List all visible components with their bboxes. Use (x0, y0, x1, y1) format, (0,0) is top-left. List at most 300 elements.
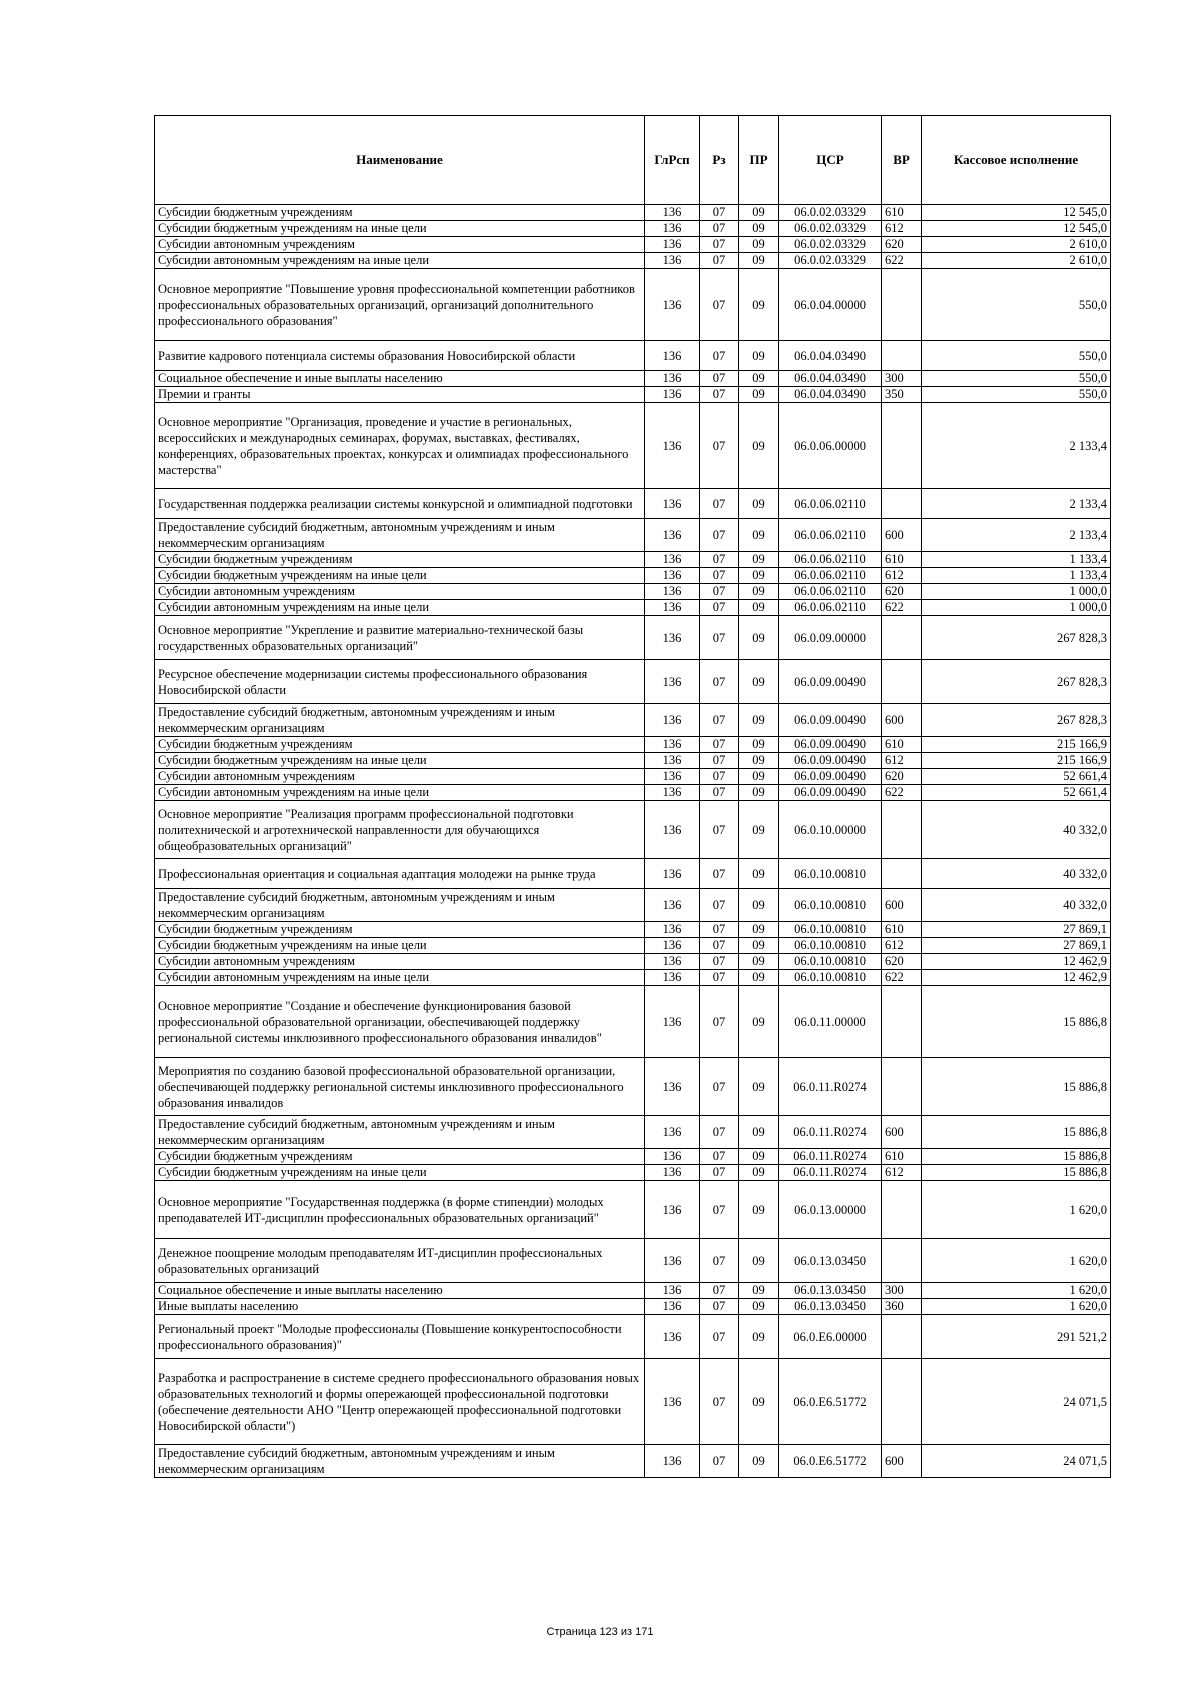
cell-sum: 27 869,1 (922, 938, 1111, 954)
cell-pr: 09 (739, 1239, 779, 1283)
cell-glrsp: 136 (645, 237, 700, 253)
cell-sum: 2 610,0 (922, 237, 1111, 253)
cell-vr (882, 403, 922, 489)
cell-pr: 09 (739, 489, 779, 519)
table-row (155, 737, 1111, 753)
cell-vr: 610 (882, 552, 922, 568)
cell-pr: 09 (739, 1116, 779, 1149)
cell-rz: 07 (700, 889, 739, 922)
cell-csr: 06.0.06.00000 (779, 403, 882, 489)
cell-glrsp: 136 (645, 753, 700, 769)
cell-vr: 612 (882, 1165, 922, 1181)
cell-name: Субсидии бюджетным учреждениям на иные цели (155, 938, 645, 954)
cell-vr (882, 1359, 922, 1445)
cell-sum: 2 133,4 (922, 489, 1111, 519)
cell-vr: 600 (882, 1445, 922, 1478)
cell-rz: 07 (700, 769, 739, 785)
cell-rz: 07 (700, 221, 739, 237)
cell-sum: 2 133,4 (922, 519, 1111, 552)
page-number: Страница 123 из 171 (546, 1626, 654, 1638)
cell-csr: 06.0.09.00490 (779, 769, 882, 785)
cell-sum: 52 661,4 (922, 785, 1111, 801)
table-body (155, 205, 1111, 1478)
cell-csr: 06.0.11.R0274 (779, 1149, 882, 1165)
cell-vr (882, 859, 922, 889)
cell-name: Мероприятия по созданию базовой профессиональной образовательной организации, обеспечивающей поддержку региональной системы инклюзивного профессионального образования инвалидов (155, 1058, 645, 1116)
cell-rz: 07 (700, 801, 739, 859)
cell-sum: 215 166,9 (922, 737, 1111, 753)
cell-sum: 1 133,4 (922, 568, 1111, 584)
cell-sum: 40 332,0 (922, 889, 1111, 922)
cell-glrsp: 136 (645, 1283, 700, 1299)
cell-glrsp: 136 (645, 938, 700, 954)
cell-csr: 06.0.10.00000 (779, 801, 882, 859)
cell-vr: 300 (882, 371, 922, 387)
cell-glrsp: 136 (645, 785, 700, 801)
cell-glrsp: 136 (645, 704, 700, 737)
cell-rz: 07 (700, 1315, 739, 1359)
cell-pr: 09 (739, 922, 779, 938)
cell-rz: 07 (700, 938, 739, 954)
cell-vr: 620 (882, 237, 922, 253)
cell-vr (882, 269, 922, 341)
cell-csr: 06.0.06.02110 (779, 600, 882, 616)
cell-sum: 12 462,9 (922, 970, 1111, 986)
cell-name: Субсидии автономным учреждениям на иные цели (155, 253, 645, 269)
cell-vr (882, 341, 922, 371)
table-row (155, 253, 1111, 269)
cell-glrsp: 136 (645, 387, 700, 403)
cell-glrsp: 136 (645, 737, 700, 753)
cell-name: Основное мероприятие "Создание и обеспечение функционирования базовой профессиональной образовательной организации, обеспечивающей поддержку региональной системы инклюзивного профессионального образования инвалидов" (155, 986, 645, 1058)
cell-sum: 1 620,0 (922, 1299, 1111, 1315)
table-row (155, 600, 1111, 616)
cell-csr: 06.0.10.00810 (779, 889, 882, 922)
cell-pr: 09 (739, 785, 779, 801)
table-row (155, 269, 1111, 341)
cell-vr: 622 (882, 785, 922, 801)
table-row (155, 1315, 1111, 1359)
cell-rz: 07 (700, 1445, 739, 1478)
cell-vr (882, 1315, 922, 1359)
cell-glrsp: 136 (645, 889, 700, 922)
cell-name: Премии и гранты (155, 387, 645, 403)
header-vr: ВР (882, 116, 922, 205)
table-row (155, 616, 1111, 660)
table-row (155, 1299, 1111, 1315)
cell-vr: 600 (882, 519, 922, 552)
cell-name: Основное мероприятие "Укрепление и развитие материально-технической базы государственных образовательных организаций" (155, 616, 645, 660)
table-row (155, 1239, 1111, 1283)
cell-csr: 06.0.06.02110 (779, 519, 882, 552)
table-row (155, 1359, 1111, 1445)
table-row (155, 1058, 1111, 1116)
cell-vr (882, 801, 922, 859)
table-row (155, 221, 1111, 237)
cell-rz: 07 (700, 600, 739, 616)
cell-vr (882, 986, 922, 1058)
cell-vr (882, 616, 922, 660)
cell-name: Субсидии автономным учреждениям на иные цели (155, 785, 645, 801)
cell-glrsp: 136 (645, 269, 700, 341)
cell-sum: 1 000,0 (922, 600, 1111, 616)
cell-rz: 07 (700, 986, 739, 1058)
cell-glrsp: 136 (645, 253, 700, 269)
cell-name: Социальное обеспечение и иные выплаты населению (155, 1283, 645, 1299)
cell-csr: 06.0.13.03450 (779, 1283, 882, 1299)
cell-glrsp: 136 (645, 922, 700, 938)
cell-name: Субсидии бюджетным учреждениям на иные цели (155, 221, 645, 237)
table-row (155, 986, 1111, 1058)
table-row (155, 1445, 1111, 1478)
cell-pr: 09 (739, 801, 779, 859)
cell-rz: 07 (700, 387, 739, 403)
cell-vr: 610 (882, 922, 922, 938)
cell-rz: 07 (700, 341, 739, 371)
cell-sum: 550,0 (922, 269, 1111, 341)
cell-sum: 12 462,9 (922, 954, 1111, 970)
cell-name: Развитие кадрового потенциала системы образования Новосибирской области (155, 341, 645, 371)
cell-rz: 07 (700, 371, 739, 387)
cell-sum: 27 869,1 (922, 922, 1111, 938)
cell-csr: 06.0.13.03450 (779, 1299, 882, 1315)
table-row (155, 1149, 1111, 1165)
cell-pr: 09 (739, 519, 779, 552)
header-csr: ЦСР (779, 116, 882, 205)
cell-rz: 07 (700, 568, 739, 584)
cell-name: Разработка и распространение в системе среднего профессионального образования новых образовательных технологий и формы опережающей профессиональной подготовки (обеспечение деятельности АНО "Центр опережающей профессиональной подготовки Новосибирской области") (155, 1359, 645, 1445)
header-sum: Кассовое исполнение (922, 116, 1111, 205)
cell-rz: 07 (700, 970, 739, 986)
cell-csr: 06.0.10.00810 (779, 859, 882, 889)
cell-rz: 07 (700, 1149, 739, 1165)
cell-vr: 620 (882, 954, 922, 970)
cell-name: Субсидии бюджетным учреждениям (155, 205, 645, 221)
cell-name: Основное мероприятие "Организация, проведение и участие в региональных, всероссийских и международных семинарах, форумах, выставках, фестивалях, конференциях, образовательных проектах, конкурсах и олимпиадах профессионального мастерства" (155, 403, 645, 489)
cell-csr: 06.0.11.00000 (779, 986, 882, 1058)
cell-pr: 09 (739, 889, 779, 922)
cell-pr: 09 (739, 221, 779, 237)
cell-name: Государственная поддержка реализации системы конкурсной и олимпиадной подготовки (155, 489, 645, 519)
cell-pr: 09 (739, 269, 779, 341)
cell-vr (882, 1239, 922, 1283)
cell-name: Предоставление субсидий бюджетным, автономным учреждениям и иным некоммерческим организациям (155, 519, 645, 552)
cell-pr: 09 (739, 737, 779, 753)
cell-glrsp: 136 (645, 1165, 700, 1181)
cell-glrsp: 136 (645, 568, 700, 584)
table-row (155, 341, 1111, 371)
cell-glrsp: 136 (645, 769, 700, 785)
cell-glrsp: 136 (645, 1239, 700, 1283)
cell-glrsp: 136 (645, 489, 700, 519)
cell-sum: 291 521,2 (922, 1315, 1111, 1359)
cell-name: Субсидии бюджетным учреждениям на иные цели (155, 1165, 645, 1181)
cell-csr: 06.0.11.R0274 (779, 1058, 882, 1116)
cell-pr: 09 (739, 660, 779, 704)
cell-pr: 09 (739, 954, 779, 970)
cell-glrsp: 136 (645, 1445, 700, 1478)
cell-vr: 610 (882, 205, 922, 221)
cell-glrsp: 136 (645, 205, 700, 221)
cell-csr: 06.0.06.02110 (779, 568, 882, 584)
cell-pr: 09 (739, 371, 779, 387)
cell-pr: 09 (739, 704, 779, 737)
header-name: Наименование (155, 116, 645, 205)
cell-name: Профессиональная ориентация и социальная адаптация молодежи на рынке труда (155, 859, 645, 889)
cell-name: Субсидии автономным учреждениям на иные цели (155, 600, 645, 616)
cell-pr: 09 (739, 253, 779, 269)
cell-vr: 600 (882, 889, 922, 922)
cell-vr: 600 (882, 704, 922, 737)
cell-rz: 07 (700, 552, 739, 568)
cell-name: Субсидии бюджетным учреждениям (155, 1149, 645, 1165)
cell-csr: 06.0.09.00490 (779, 785, 882, 801)
cell-pr: 09 (739, 552, 779, 568)
cell-sum: 15 886,8 (922, 1165, 1111, 1181)
cell-csr: 06.0.E6.51772 (779, 1359, 882, 1445)
cell-vr: 610 (882, 737, 922, 753)
cell-vr: 612 (882, 753, 922, 769)
cell-csr: 06.0.13.00000 (779, 1181, 882, 1239)
cell-vr (882, 489, 922, 519)
cell-vr: 612 (882, 221, 922, 237)
cell-csr: 06.0.06.02110 (779, 552, 882, 568)
cell-sum: 550,0 (922, 341, 1111, 371)
cell-sum: 12 545,0 (922, 205, 1111, 221)
table-row (155, 704, 1111, 737)
cell-glrsp: 136 (645, 1149, 700, 1165)
cell-rz: 07 (700, 1058, 739, 1116)
table-row (155, 769, 1111, 785)
table-row (155, 970, 1111, 986)
cell-glrsp: 136 (645, 970, 700, 986)
cell-rz: 07 (700, 954, 739, 970)
cell-csr: 06.0.04.00000 (779, 269, 882, 341)
cell-vr: 620 (882, 584, 922, 600)
cell-pr: 09 (739, 938, 779, 954)
cell-sum: 52 661,4 (922, 769, 1111, 785)
cell-pr: 09 (739, 1058, 779, 1116)
table-row (155, 938, 1111, 954)
cell-rz: 07 (700, 489, 739, 519)
cell-glrsp: 136 (645, 600, 700, 616)
cell-glrsp: 136 (645, 660, 700, 704)
table-row (155, 1116, 1111, 1149)
cell-csr: 06.0.09.00490 (779, 660, 882, 704)
table-row (155, 584, 1111, 600)
cell-csr: 06.0.09.00490 (779, 704, 882, 737)
cell-rz: 07 (700, 1116, 739, 1149)
cell-name: Предоставление субсидий бюджетным, автономным учреждениям и иным некоммерческим организациям (155, 889, 645, 922)
cell-rz: 07 (700, 584, 739, 600)
cell-sum: 40 332,0 (922, 801, 1111, 859)
cell-vr (882, 1058, 922, 1116)
cell-rz: 07 (700, 403, 739, 489)
cell-glrsp: 136 (645, 801, 700, 859)
table-row (155, 237, 1111, 253)
cell-name: Ресурсное обеспечение модернизации системы профессионального образования Новосибирской области (155, 660, 645, 704)
cell-sum: 15 886,8 (922, 986, 1111, 1058)
cell-glrsp: 136 (645, 403, 700, 489)
cell-pr: 09 (739, 1315, 779, 1359)
cell-name: Субсидии автономным учреждениям (155, 769, 645, 785)
table-row (155, 568, 1111, 584)
cell-sum: 15 886,8 (922, 1116, 1111, 1149)
cell-sum: 1 620,0 (922, 1283, 1111, 1299)
cell-csr: 06.0.10.00810 (779, 954, 882, 970)
cell-csr: 06.0.10.00810 (779, 922, 882, 938)
cell-pr: 09 (739, 237, 779, 253)
cell-pr: 09 (739, 1165, 779, 1181)
cell-name: Субсидии бюджетным учреждениям (155, 737, 645, 753)
cell-vr (882, 1181, 922, 1239)
table-row (155, 489, 1111, 519)
cell-rz: 07 (700, 660, 739, 704)
cell-csr: 06.0.02.03329 (779, 237, 882, 253)
cell-sum: 550,0 (922, 387, 1111, 403)
cell-rz: 07 (700, 785, 739, 801)
cell-csr: 06.0.06.02110 (779, 584, 882, 600)
cell-glrsp: 136 (645, 584, 700, 600)
cell-name: Основное мероприятие "Повышение уровня профессиональной компетенции работников профессиональных образовательных организаций, организаций дополнительного профессионального образования" (155, 269, 645, 341)
cell-pr: 09 (739, 970, 779, 986)
cell-pr: 09 (739, 1445, 779, 1478)
cell-csr: 06.0.04.03490 (779, 341, 882, 371)
cell-name: Денежное поощрение молодым преподавателям ИТ-дисциплин профессиональных образовательных организаций (155, 1239, 645, 1283)
cell-csr: 06.0.09.00490 (779, 737, 882, 753)
cell-vr: 600 (882, 1116, 922, 1149)
cell-vr: 350 (882, 387, 922, 403)
cell-sum: 12 545,0 (922, 221, 1111, 237)
cell-vr (882, 660, 922, 704)
table-row (155, 954, 1111, 970)
cell-vr: 622 (882, 600, 922, 616)
cell-rz: 07 (700, 704, 739, 737)
cell-csr: 06.0.09.00000 (779, 616, 882, 660)
cell-csr: 06.0.09.00490 (779, 753, 882, 769)
cell-name: Основное мероприятие "Государственная поддержка (в форме стипендии) молодых преподавателей ИТ-дисциплин профессиональных образовательных организаций" (155, 1181, 645, 1239)
table-row (155, 371, 1111, 387)
cell-pr: 09 (739, 1149, 779, 1165)
cell-csr: 06.0.06.02110 (779, 489, 882, 519)
cell-name: Иные выплаты населению (155, 1299, 645, 1315)
table-row (155, 205, 1111, 221)
cell-pr: 09 (739, 600, 779, 616)
cell-csr: 06.0.E6.00000 (779, 1315, 882, 1359)
cell-name: Основное мероприятие "Реализация программ профессиональной подготовки политехнической и агротехнической направленности для обучающихся общеобразовательных организаций" (155, 801, 645, 859)
cell-pr: 09 (739, 753, 779, 769)
cell-pr: 09 (739, 769, 779, 785)
cell-name: Субсидии автономным учреждениям (155, 584, 645, 600)
cell-pr: 09 (739, 568, 779, 584)
table-row (155, 403, 1111, 489)
cell-glrsp: 136 (645, 986, 700, 1058)
cell-glrsp: 136 (645, 221, 700, 237)
cell-glrsp: 136 (645, 1058, 700, 1116)
cell-csr: 06.0.04.03490 (779, 371, 882, 387)
header-glrsp: ГлРсп (645, 116, 700, 205)
cell-glrsp: 136 (645, 1181, 700, 1239)
cell-sum: 2 133,4 (922, 403, 1111, 489)
cell-pr: 09 (739, 1181, 779, 1239)
cell-glrsp: 136 (645, 616, 700, 660)
cell-csr: 06.0.11.R0274 (779, 1116, 882, 1149)
cell-glrsp: 136 (645, 1299, 700, 1315)
cell-glrsp: 136 (645, 371, 700, 387)
cell-sum: 1 620,0 (922, 1239, 1111, 1283)
cell-name: Субсидии бюджетным учреждениям (155, 922, 645, 938)
table-row (155, 1165, 1111, 1181)
cell-csr: 06.0.10.00810 (779, 938, 882, 954)
cell-pr: 09 (739, 616, 779, 660)
cell-sum: 550,0 (922, 371, 1111, 387)
cell-rz: 07 (700, 1181, 739, 1239)
cell-vr: 612 (882, 568, 922, 584)
cell-pr: 09 (739, 859, 779, 889)
cell-name: Предоставление субсидий бюджетным, автономным учреждениям и иным некоммерческим организациям (155, 1116, 645, 1149)
table-row (155, 859, 1111, 889)
table-row (155, 889, 1111, 922)
cell-glrsp: 136 (645, 519, 700, 552)
cell-sum: 24 071,5 (922, 1445, 1111, 1478)
cell-name: Предоставление субсидий бюджетным, автономным учреждениям и иным некоммерческим организациям (155, 704, 645, 737)
cell-name: Субсидии бюджетным учреждениям на иные цели (155, 753, 645, 769)
cell-pr: 09 (739, 986, 779, 1058)
cell-sum: 267 828,3 (922, 616, 1111, 660)
cell-csr: 06.0.11.R0274 (779, 1165, 882, 1181)
cell-name: Субсидии бюджетным учреждениям на иные цели (155, 568, 645, 584)
cell-vr: 622 (882, 253, 922, 269)
cell-pr: 09 (739, 1299, 779, 1315)
cell-csr: 06.0.10.00810 (779, 970, 882, 986)
cell-glrsp: 136 (645, 1359, 700, 1445)
table-row (155, 660, 1111, 704)
cell-csr: 06.0.02.03329 (779, 205, 882, 221)
cell-vr: 620 (882, 769, 922, 785)
table-row (155, 753, 1111, 769)
cell-pr: 09 (739, 403, 779, 489)
table-row (155, 785, 1111, 801)
cell-rz: 07 (700, 737, 739, 753)
cell-sum: 1 133,4 (922, 552, 1111, 568)
cell-sum: 15 886,8 (922, 1058, 1111, 1116)
cell-vr: 622 (882, 970, 922, 986)
table-header-row (155, 116, 1111, 205)
cell-csr: 06.0.04.03490 (779, 387, 882, 403)
cell-rz: 07 (700, 1165, 739, 1181)
cell-rz: 07 (700, 519, 739, 552)
cell-sum: 24 071,5 (922, 1359, 1111, 1445)
cell-rz: 07 (700, 237, 739, 253)
cell-name: Субсидии автономным учреждениям (155, 954, 645, 970)
table-row (155, 801, 1111, 859)
cell-rz: 07 (700, 859, 739, 889)
cell-glrsp: 136 (645, 859, 700, 889)
cell-rz: 07 (700, 753, 739, 769)
cell-vr: 360 (882, 1299, 922, 1315)
cell-sum: 2 610,0 (922, 253, 1111, 269)
cell-name: Субсидии автономным учреждениям на иные цели (155, 970, 645, 986)
cell-vr: 610 (882, 1149, 922, 1165)
cell-csr: 06.0.02.03329 (779, 221, 882, 237)
cell-name: Субсидии автономным учреждениям (155, 237, 645, 253)
cell-glrsp: 136 (645, 1315, 700, 1359)
cell-csr: 06.0.13.03450 (779, 1239, 882, 1283)
cell-name: Региональный проект "Молодые профессионалы (Повышение конкурентоспособности профессионального образования)" (155, 1315, 645, 1359)
cell-pr: 09 (739, 205, 779, 221)
cell-rz: 07 (700, 616, 739, 660)
cell-sum: 40 332,0 (922, 859, 1111, 889)
